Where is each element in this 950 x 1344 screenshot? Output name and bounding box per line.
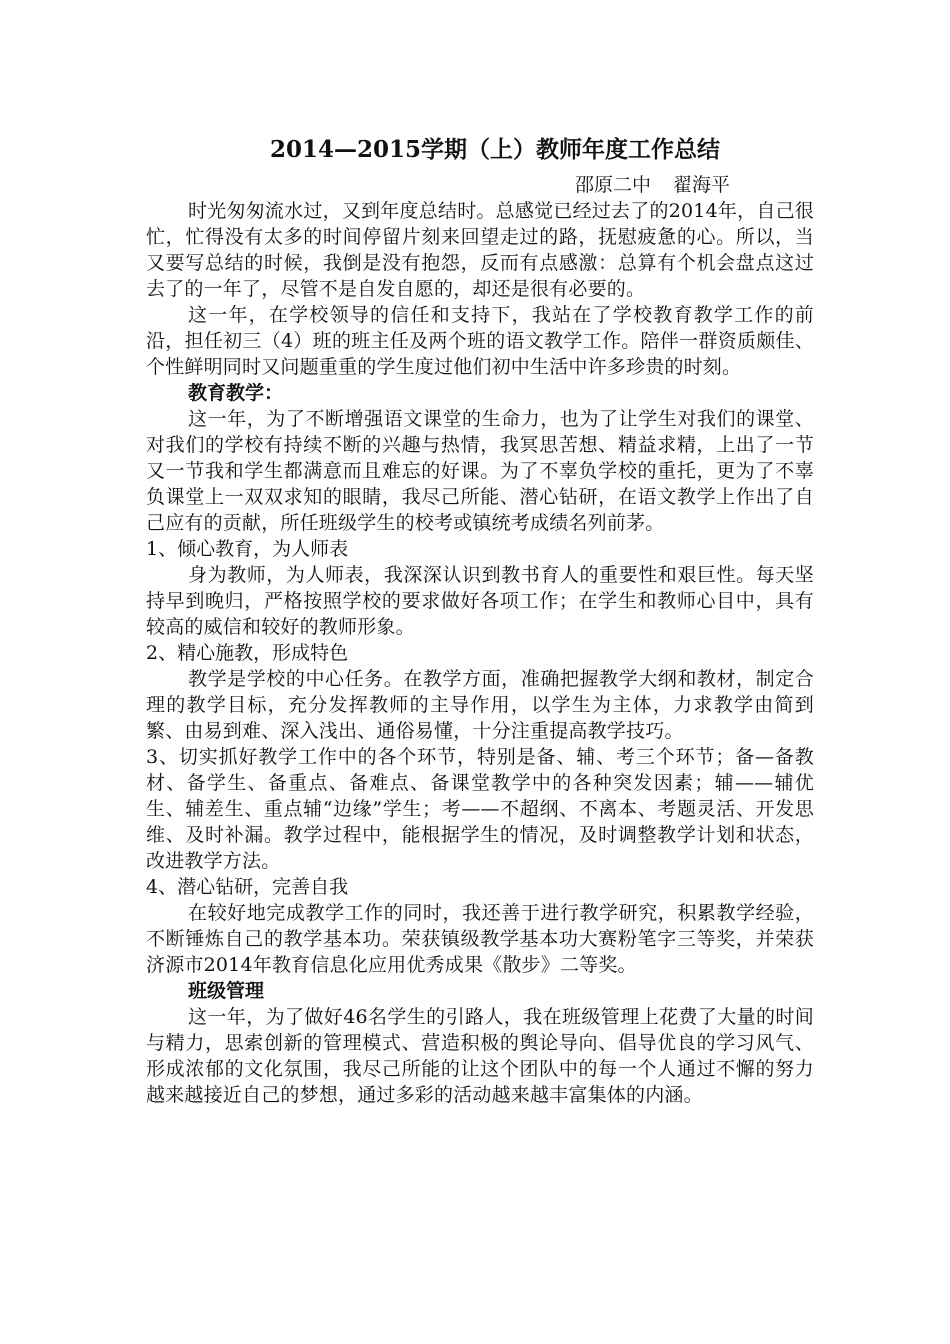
item-1-title: 1、倾心教育，为人师表 bbox=[146, 538, 349, 560]
item-2-body: 教学是学校的中心任务。在教学方面，准确把握教学大纲和教材，制定合理的教学目标，充分发挥教师的主导作用，以学生为主体，力求教学由简到繁、由易到难、深入浅出、通俗易懂，十分注重提高教学技巧。 bbox=[146, 668, 814, 742]
author-name: 翟海平 bbox=[672, 174, 730, 196]
intro-paragraph-2: 这一年，在学校领导的信任和支持下，我站在了学校教育教学工作的前沿，担任初三（4）班的班主任及两个班的语文教学工作。陪伴一群资质颇佳、个性鲜明同时又问题重重的学生度过他们初中生活中许多珍贵的时刻。 bbox=[146, 304, 814, 378]
section-heading-class-management: 班级管理 bbox=[188, 980, 265, 1002]
document-title: 2014—2015学期（上）教师年度工作总结 bbox=[269, 136, 721, 163]
item-2-title: 2、精心施教，形成特色 bbox=[146, 642, 349, 664]
item-3-paragraph: 3、切实抓好教学工作中的各个环节，特别是备、辅、考三个环节；备—备教材、备学生、备重点、备难点、备课堂教学中的各种突发因素；辅——辅优生、辅差生、重点辅“边缘”学生；考——不超纲、不离本、考题灵活、开发思维、及时补漏。教学过程中，能根据学生的情况，及时调整教学计划和状态，改进教学方法。 bbox=[146, 746, 814, 872]
author-line bbox=[146, 172, 814, 198]
document-page bbox=[146, 130, 814, 1108]
section-heading-teaching: 教育教学： bbox=[188, 382, 284, 404]
author-school: 邵原二中 bbox=[574, 174, 651, 196]
class-management-paragraph: 这一年，为了做好46名学生的引路人，我在班级管理上花费了大量的时间与精力，思索创新的管理模式、营造积极的舆论导向、倡导优良的学习风气、形成浓郁的文化氛围，我尽己所能的让这个团队中的每一个人通过不懈的努力越来越接近自己的梦想，通过多彩的活动越来越丰富集体的内涵。 bbox=[146, 1006, 814, 1106]
teaching-paragraph: 这一年，为了不断增强语文课堂的生命力，也为了让学生对我们的课堂、对我们的学校有持续不断的兴趣与热情，我冥思苦想、精益求精，上出了一节又一节我和学生都满意而且难忘的好课。为了不辜负学校的重托，更为了不辜负课堂上一双双求知的眼睛，我尽己所能、潜心钻研，在语文教学上作出了自己应有的贡献，所任班级学生的校考或镇统考成绩名列前茅。 bbox=[146, 408, 814, 534]
item-4-body: 在较好地完成教学工作的同时，我还善于进行教学研究，积累教学经验，不断锤炼自己的教学基本功。荣获镇级教学基本功大赛粉笔字三等奖，并荣获济源市2014年教育信息化应用优秀成果《散步》二等奖。 bbox=[146, 902, 814, 976]
item-4-title: 4、潜心钻研，完善自我 bbox=[146, 876, 349, 898]
intro-paragraph-1: 时光匆匆流水过，又到年度总结时。总感觉已经过去了的2014年，自己很忙，忙得没有太多的时间停留片刻来回望走过的路，抚慰疲惫的心。所以，当又要写总结的时候，我倒是没有抱怨，反而有点感激：总算有个机会盘点这过去了的一年了，尽管不是自发自愿的，却还是很有必要的。 bbox=[146, 200, 814, 300]
item-1-body: 身为教师，为人师表，我深深认识到教书育人的重要性和艰巨性。每天坚持早到晚归，严格按照学校的要求做好各项工作；在学生和教师心目中，具有较高的威信和较好的教师形象。 bbox=[146, 564, 814, 638]
